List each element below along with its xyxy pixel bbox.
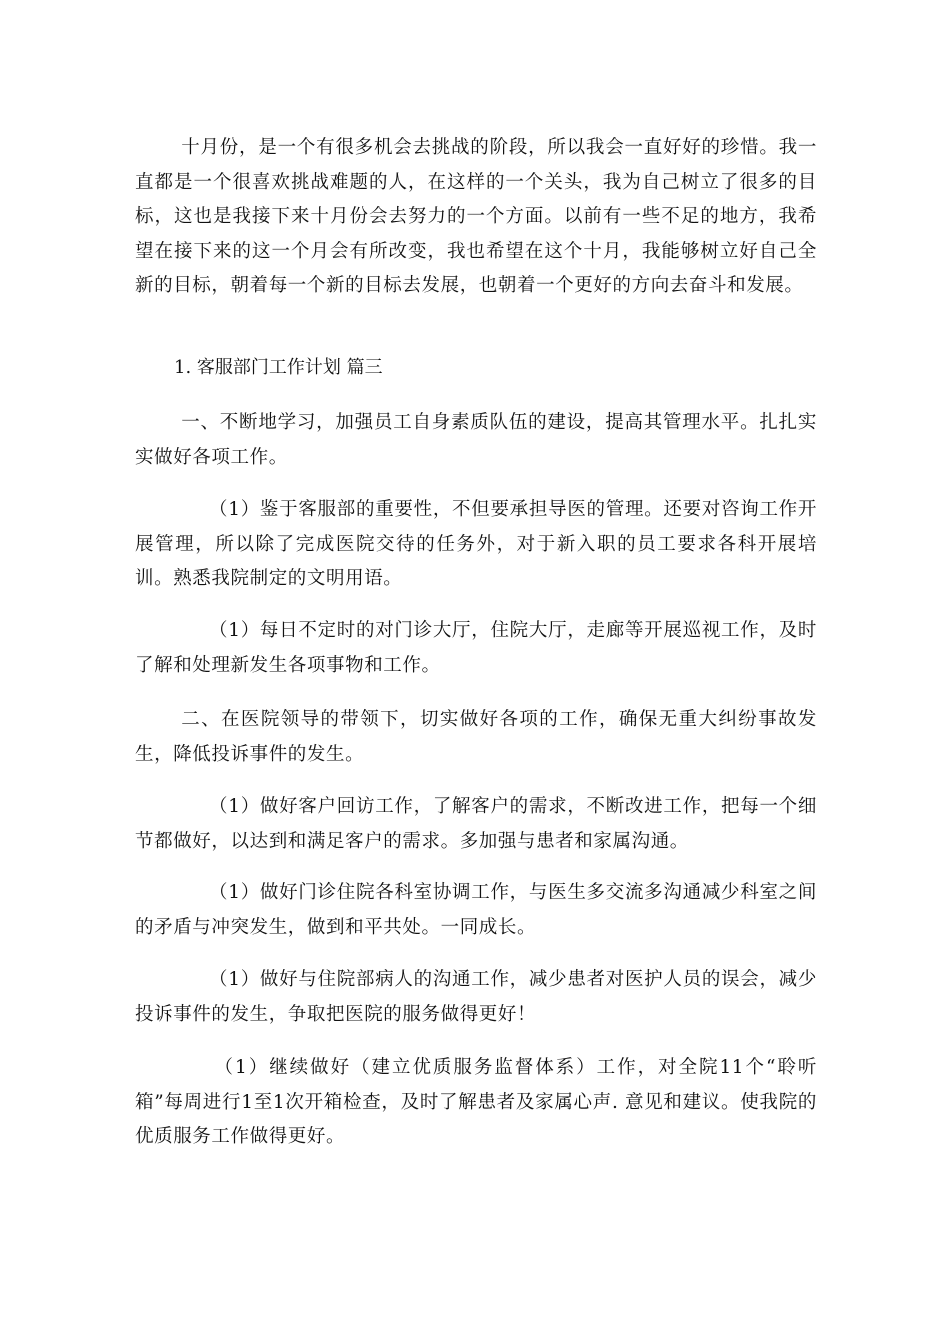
item-paragraph-2: （1）每日不定时的对门诊大厅，住院大厅，走廊等开展巡视工作，及时了解和处理新发生各项事物和工作。 [135, 620, 817, 676]
section-one-paragraph: 一、不断地学习，加强员工自身素质队伍的建设，提高其管理水平。扎扎实实做好各项工作。 [135, 412, 817, 468]
section-heading: 1. 客服部门工作计划 篇三 [174, 357, 383, 378]
item-paragraph-3: （1）做好客户回访工作，了解客户的需求，不断改进工作，把每一个细节都做好，以达到和满足客户的需求。多加强与患者和家属沟通。 [135, 796, 817, 852]
item-paragraph-5: （1）做好与住院部病人的沟通工作，减少患者对医护人员的误会，减少投诉事件的发生，争取把医院的服务做得更好！ [135, 969, 817, 1025]
intro-paragraph: 十月份，是一个有很多机会去挑战的阶段，所以我会一直好好的珍惜。我一直都是一个很喜欢挑战难题的人，在这样的一个关头，我为自己树立了很多的目标，这也是我接下来十月份会去努力的一个方面。以前有一些不足的地方，我希望在接下来的这一个月会有所改变，我也希望在这个十月，我能够树立好自己全新的目标，朝着每一个新的目标去发展，也朝着一个更好的方向去奋斗和发展。 [135, 137, 817, 296]
item-paragraph-4: （1）做好门诊住院各科室协调工作，与医生多交流多沟通减少科室之间的矛盾与冲突发生，做到和平共处。一同成长。 [135, 882, 817, 938]
item-paragraph-6: （1）继续做好（建立优质服务监督体系）工作，对全院11个“聆听箱”每周进行1至1次开箱检查，及时了解患者及家属心声. 意见和建议。使我院的优质服务工作做得更好。 [135, 1057, 817, 1147]
item-paragraph-1: （1）鉴于客服部的重要性，不但要承担导医的管理。还要对咨询工作开展管理，所以除了完成医院交待的任务外，对于新入职的员工要求各科开展培训。熟悉我院制定的文明用语。 [135, 499, 817, 589]
section-two-paragraph: 二、在医院领导的带领下，切实做好各项的工作，确保无重大纠纷事故发生，降低投诉事件的发生。 [135, 709, 817, 765]
